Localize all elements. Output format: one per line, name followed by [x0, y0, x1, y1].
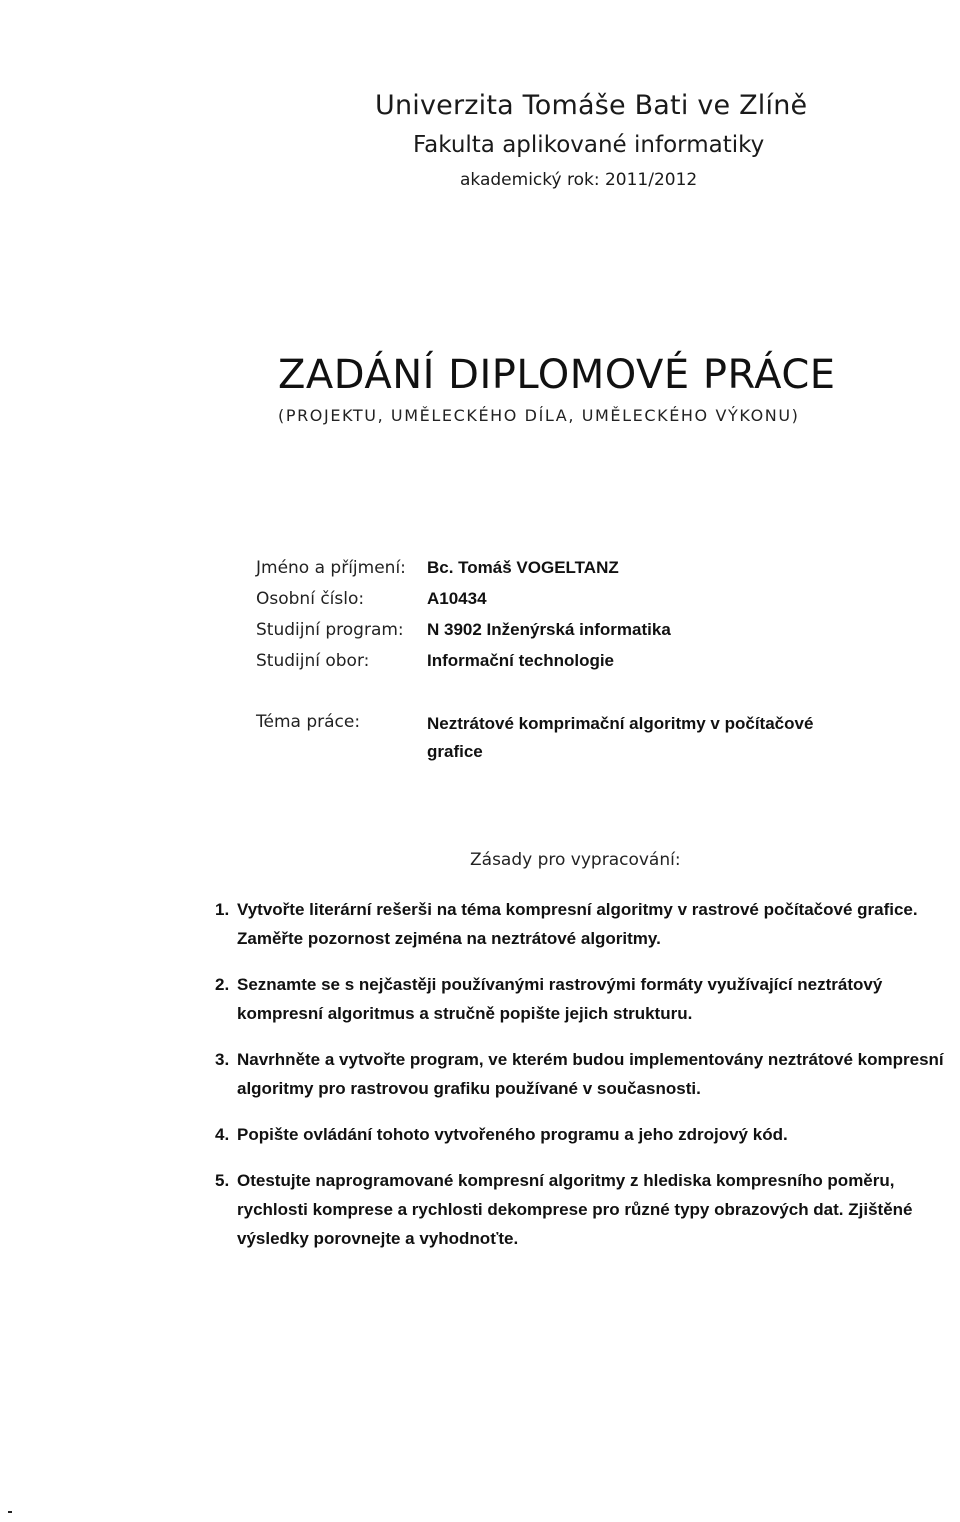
- info-label: Studijní program:: [256, 620, 404, 640]
- list-item: [200, 895, 960, 953]
- university-name: Univerzita Tomáše Bati ve Zlíně: [375, 90, 808, 121]
- task-number: 4.: [215, 1125, 230, 1144]
- list-item: [200, 970, 960, 1028]
- info-label: Jméno a příjmení:: [256, 558, 406, 578]
- task-number: 5.: [215, 1171, 230, 1190]
- info-label: Osobní číslo:: [256, 589, 365, 609]
- info-value: Bc. Tomáš VOGELTANZ: [427, 558, 619, 577]
- info-row-study-field: [256, 651, 876, 681]
- list-item: [200, 1166, 960, 1253]
- info-value: N 3902 Inženýrská informatika: [427, 620, 671, 639]
- task-list: [200, 895, 960, 1270]
- principles-heading: Zásady pro vypracování:: [470, 850, 681, 870]
- document-subtitle: (PROJEKTU, UMĚLECKÉHO DÍLA, UMĚLECKÉHO VÝKONU): [278, 406, 800, 425]
- list-item: [200, 1120, 960, 1149]
- task-text: Otestujte naprogramované kompresní algoritmy z hlediska kompresního poměru, rychlosti komprese a rychlosti dekomprese pro různé typy obrazových dat. Zjištěné výsledky porovnejte a vyhodnoťte.: [237, 1171, 913, 1248]
- task-number: 3.: [215, 1050, 230, 1069]
- academic-year: akademický rok: 2011/2012: [460, 170, 698, 190]
- scan-mark: [8, 1511, 12, 1513]
- info-value: A10434: [427, 589, 487, 608]
- faculty-name: Fakulta aplikované informatiky: [413, 132, 765, 158]
- task-number: 1.: [215, 900, 230, 919]
- info-value: Informační technologie: [427, 651, 615, 670]
- task-text: Popište ovládání tohoto vytvořeného programu a jeho zdrojový kód.: [237, 1125, 788, 1144]
- task-text: Vytvořte literární rešerši na téma kompresní algoritmy v rastrové počítačové grafice. Zaměřte pozornost zejména na neztrátové algoritmy.: [237, 900, 918, 948]
- topic-value: Neztrátové komprimační algoritmy v počítačové grafice: [427, 714, 814, 761]
- task-text: Navrhněte a vytvořte program, ve kterém budou implementovány neztrátové kompresní algoritmy pro rastrovou grafiku používané v současnosti.: [237, 1050, 944, 1098]
- task-number: 2.: [215, 975, 230, 994]
- list-item: [200, 1045, 960, 1103]
- task-text: Seznamte se s nejčastěji používanými rastrovými formáty využívající neztrátový kompresní algoritmus a stručně popište jejich strukturu.: [237, 975, 883, 1023]
- info-label: Studijní obor:: [256, 651, 370, 671]
- topic-label: Téma práce:: [256, 712, 361, 732]
- document-title: ZADÁNÍ DIPLOMOVÉ PRÁCE: [278, 352, 836, 398]
